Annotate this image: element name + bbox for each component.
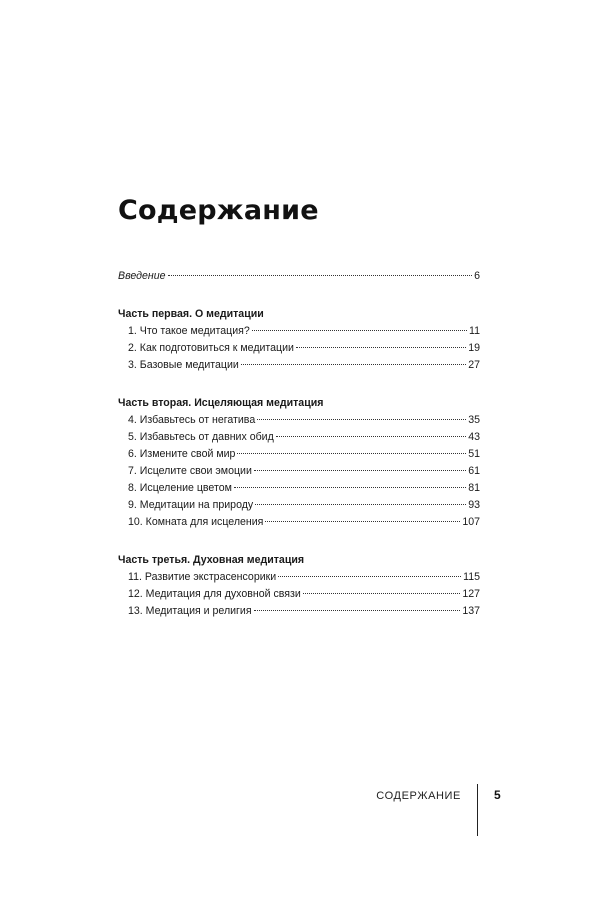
running-footer-section: СОДЕРЖАНИЕ xyxy=(376,790,461,802)
toc-entry-page: 115 xyxy=(463,571,480,583)
part-heading-1: Часть первая. О медитации xyxy=(118,308,264,320)
dot-leader xyxy=(296,347,466,348)
table-of-contents xyxy=(118,268,480,620)
toc-entry-page: 137 xyxy=(462,605,480,617)
toc-entry-label: Введение xyxy=(118,270,166,282)
toc-entry-label: 2. Как подготовиться к медитации xyxy=(128,342,294,354)
dot-leader xyxy=(234,487,466,488)
toc-entry-chapter-5[interactable] xyxy=(118,429,480,446)
dot-leader xyxy=(254,470,466,471)
toc-entry-chapter-11[interactable] xyxy=(118,569,480,586)
dot-leader xyxy=(254,610,461,611)
toc-entry-chapter-2[interactable] xyxy=(118,340,480,357)
toc-entry-label: 13. Медитация и религия xyxy=(128,605,252,617)
toc-entry-label: 3. Базовые медитации xyxy=(128,359,239,371)
toc-entry-page: 35 xyxy=(468,414,480,426)
toc-entry-label: 5. Избавьтесь от давних обид xyxy=(128,431,274,443)
toc-entry-chapter-13[interactable] xyxy=(118,603,480,620)
toc-entry-label: 11. Развитие экстрасенсорики xyxy=(128,571,277,583)
page-title: Содержание xyxy=(118,195,319,226)
toc-entry-label: 6. Измените свой мир xyxy=(128,448,236,460)
dot-leader xyxy=(241,364,466,365)
toc-entry-page: 51 xyxy=(468,448,480,460)
toc-entry-chapter-4[interactable] xyxy=(118,412,480,429)
dot-leader xyxy=(276,436,466,437)
toc-entry-page: 43 xyxy=(468,431,480,443)
toc-entry-chapter-12[interactable] xyxy=(118,586,480,603)
toc-entry-page: 61 xyxy=(468,465,480,477)
toc-entry-label: 10. Комната для исцеления xyxy=(128,516,264,528)
dot-leader xyxy=(252,330,467,331)
toc-entry-intro[interactable] xyxy=(118,268,480,285)
dot-leader xyxy=(265,521,460,522)
dot-leader xyxy=(237,453,466,454)
toc-entry-chapter-7[interactable] xyxy=(118,463,480,480)
toc-entry-label: 7. Исцелите свои эмоции xyxy=(128,465,252,477)
dot-leader xyxy=(303,593,461,594)
toc-entry-label: 1. Что такое медитация? xyxy=(128,325,250,337)
toc-entry-label: 8. Исцеление цветом xyxy=(128,482,232,494)
toc-entry-page: 107 xyxy=(462,516,480,528)
toc-entry-chapter-9[interactable] xyxy=(118,497,480,514)
toc-entry-page: 11 xyxy=(469,325,480,337)
toc-entry-page: 6 xyxy=(474,270,480,282)
dot-leader xyxy=(257,419,466,420)
toc-entry-chapter-6[interactable] xyxy=(118,446,480,463)
toc-entry-page: 19 xyxy=(468,342,480,354)
footer-divider xyxy=(477,784,478,836)
toc-entry-page: 93 xyxy=(468,499,480,511)
toc-entry-label: 12. Медитация для духовной связи xyxy=(128,588,301,600)
toc-entry-label: 9. Медитации на природу xyxy=(128,499,254,511)
page-number: 5 xyxy=(494,788,501,802)
toc-entry-chapter-3[interactable] xyxy=(118,357,480,374)
dot-leader xyxy=(278,576,461,577)
toc-entry-page: 27 xyxy=(468,359,480,371)
dot-leader xyxy=(255,504,466,505)
part-heading-2: Часть вторая. Исцеляющая медитация xyxy=(118,397,324,409)
toc-entry-page: 81 xyxy=(468,482,480,494)
toc-entry-chapter-10[interactable] xyxy=(118,514,480,531)
toc-entry-chapter-8[interactable] xyxy=(118,480,480,497)
toc-entry-page: 127 xyxy=(462,588,480,600)
toc-entry-label: 4. Избавьтесь от негатива xyxy=(128,414,256,426)
toc-entry-chapter-1[interactable] xyxy=(118,323,480,340)
part-heading-3: Часть третья. Духовная медитация xyxy=(118,554,305,566)
dot-leader xyxy=(168,275,473,276)
